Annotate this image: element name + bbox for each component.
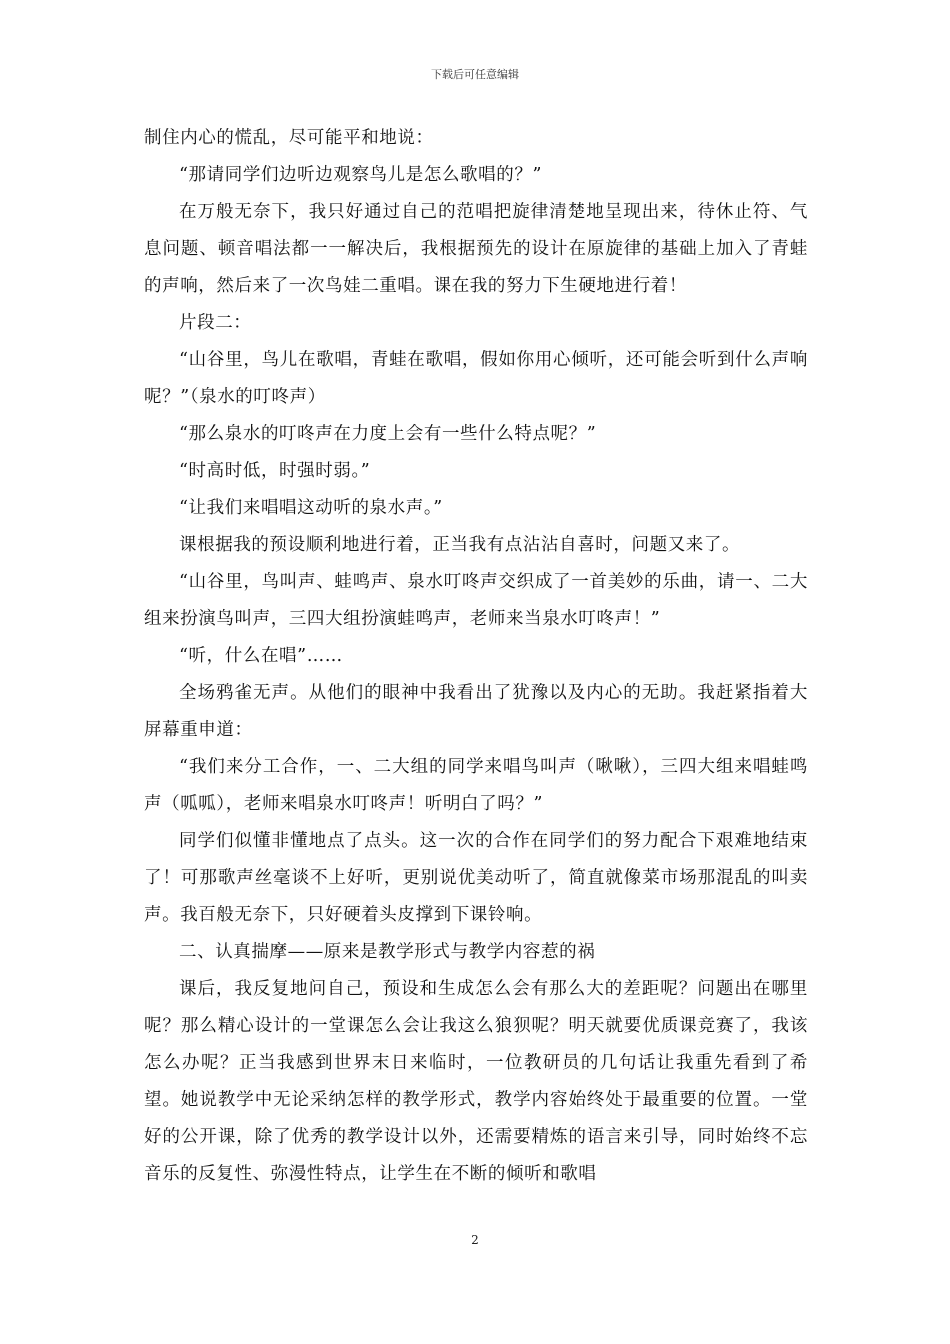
paragraph: “听，什么在唱”…… [179, 646, 343, 666]
paragraph: 课后，我反复地问自己，预设和生成怎么会有那么大的差距呢？问题出在哪里呢？那么精心设计的一堂课怎么会让我这么狼狈呢？明天就要优质课竞赛了，我该怎么办呢？正当我感到世界末日来临时，一位教研员的几句话让我重先看到了希望。她说教学中无论采纳怎样的教学形式，教学内容始终处于最重要的位置。一堂好的公开课，除了优秀的教学设计以外，还需要精炼的语言来引导，同时始终不忘音乐的反复性、弥漫性特点，让学生在不断的倾听和歌唱 [144, 979, 808, 1184]
paragraph: “山谷里，鸟叫声、蛙鸣声、泉水叮咚声交织成了一首美妙的乐曲，请一、二大组来扮演鸟叫声，三四大组扮演蛙鸣声，老师来当泉水叮咚声！” [144, 572, 808, 629]
paragraph: 在万般无奈下，我只好通过自己的范唱把旋律清楚地呈现出来，待休止符、气息问题、顿音唱法都一一解决后，我根据预先的设计在原旋律的基础上加入了青蛙的声响，然后来了一次鸟娃二重唱。课在我的努力下生硬地进行着！ [144, 202, 808, 296]
paragraph: 全场鸦雀无声。从他们的眼神中我看出了犹豫以及内心的无助。我赶紧指着大屏幕重申道： [144, 683, 808, 740]
page-header: 下载后可任意编辑 [431, 68, 519, 81]
paragraph: “山谷里，鸟儿在歌唱，青蛙在歌唱，假如你用心倾听，还可能会听到什么声响呢？”（泉水的叮咚声） [144, 350, 808, 407]
paragraph: 制住内心的慌乱，尽可能平和地说： [144, 128, 434, 148]
paragraph: “那请同学们边听边观察鸟儿是怎么歌唱的？” [179, 165, 542, 185]
paragraph: 片段二： [179, 313, 252, 333]
paragraph: “我们来分工合作，一、二大组的同学来唱鸟叫声（啾啾），三四大组来唱蛙鸣声（呱呱），老师来唱泉水叮咚声！听明白了吗？” [144, 757, 808, 814]
page-number: 2 [471, 1233, 479, 1247]
paragraph: “那么泉水的叮咚声在力度上会有一些什么特点呢？” [179, 424, 597, 444]
paragraph: 同学们似懂非懂地点了点头。这一次的合作在同学们的努力配合下艰难地结束了！可那歌声丝毫谈不上好听，更别说优美动听了，简直就像菜市场那混乱的叫卖声。我百般无奈下，只好硬着头皮撑到下课铃响。 [144, 831, 808, 925]
paragraph: “让我们来唱唱这动听的泉水声。” [179, 498, 443, 518]
paragraph: “时高时低，时强时弱。” [179, 461, 371, 481]
document-body [144, 120, 808, 1193]
section-heading: 二、认真揣摩——原来是教学形式与教学内容惹的祸 [179, 942, 596, 962]
paragraph: 课根据我的预设顺利地进行着，正当我有点沾沾自喜时，问题又来了。 [179, 535, 741, 555]
